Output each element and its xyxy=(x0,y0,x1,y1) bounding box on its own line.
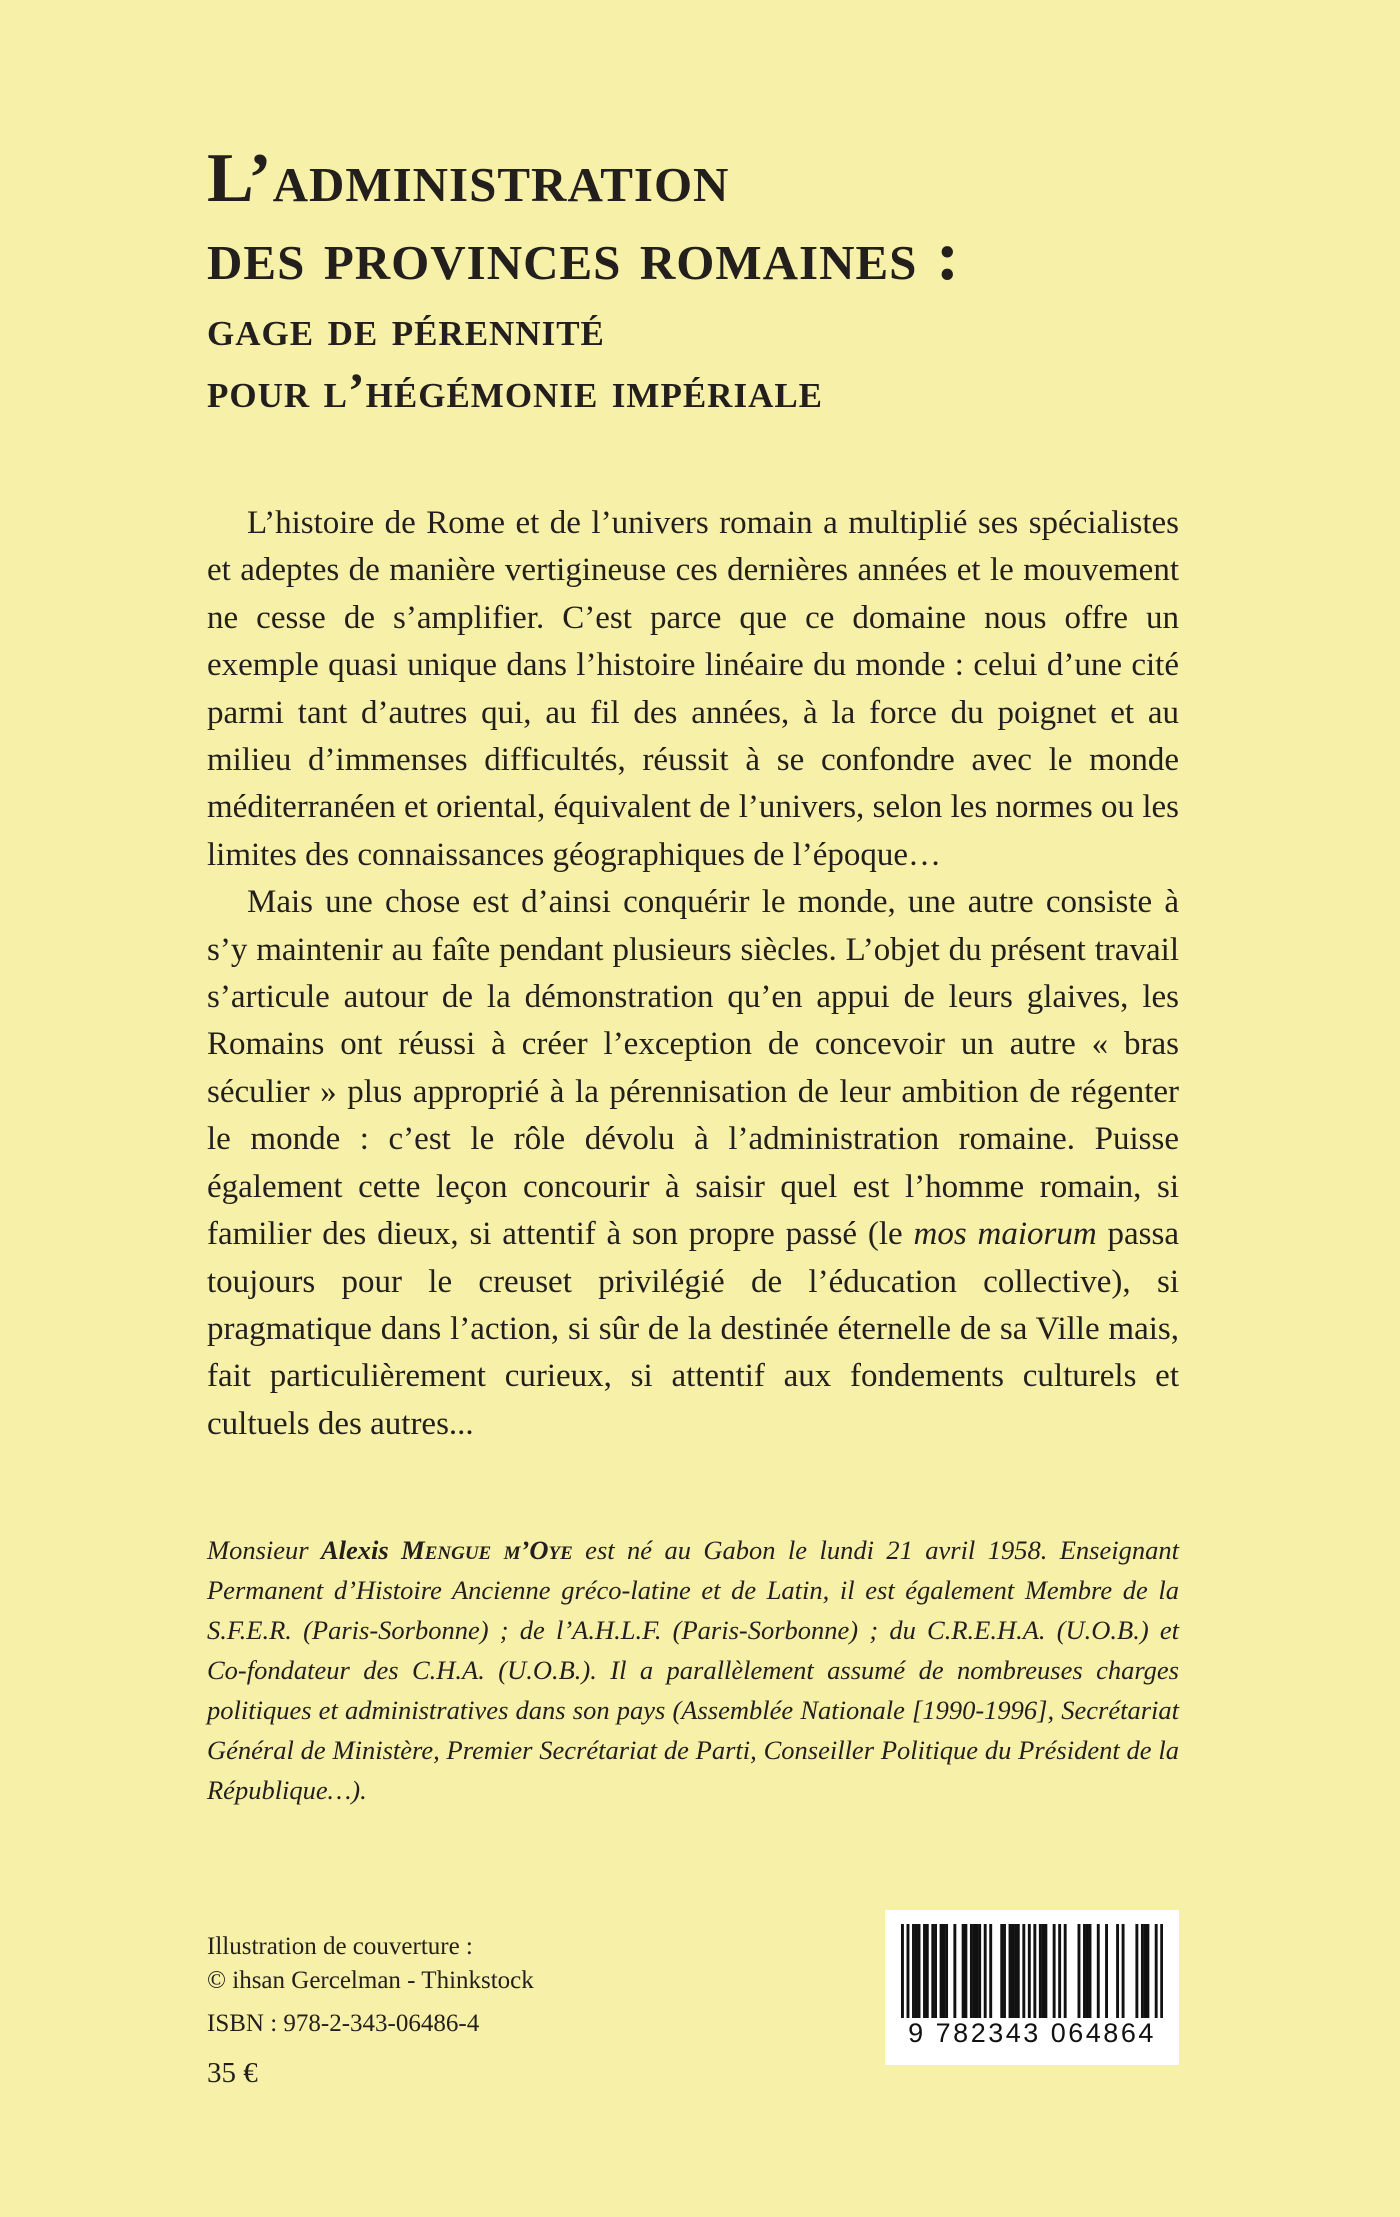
barcode-bar xyxy=(912,1924,915,2018)
barcode-bar xyxy=(931,1924,934,2018)
bio-text: est né au Gabon le lundi 21 avril 1958. Enseignant Permanent d’Histoire Ancienne gréco-latine et de Latin, il est également Membre de la S.F.E.R. (Paris-Sorbonne) ; de l’A.H.L.F. (Paris-Sorbonne) ; du C.R.E.H.A. (U.O.B.) et Co-fondateur des C.H.A. (U.O.B.). Il a parallèlement assumé de nombreuses charges politiques et administratives dans son pays (Assemblée Nationale [1990-1996], Secrétariat Général de Ministère, Premier Secrétariat de Parti, Conseiller Politique du Président de la République…). xyxy=(207,1535,1179,1805)
barcode-bar xyxy=(1155,1924,1158,2018)
barcode-bar xyxy=(1089,1924,1092,2018)
barcode-bar xyxy=(945,1924,948,2018)
author-bio xyxy=(207,1530,1179,1810)
subtitle-line-2: pour l’hégémonie impériale xyxy=(207,362,824,419)
barcode-bar xyxy=(1058,1924,1061,2018)
barcode-bar xyxy=(1039,1924,1042,2018)
barcode-bar xyxy=(1086,1924,1089,2018)
blurb xyxy=(207,500,1179,1448)
blurb-p2-italic: mos maiorum xyxy=(913,1216,1097,1253)
blurb-p2-end: passa toujours pour le creuset privilégié de l’éducation collective), si pragmatique dans l’action, si sûr de la destinée éternelle de sa Ville mais, fait particulièrement curieux, si attentif aux fondements culturels et cultuels des autres... xyxy=(207,1216,1179,1442)
barcode-bar xyxy=(953,1924,956,2018)
barcode-bar xyxy=(962,1924,965,2018)
subtitle-line-1: gage de pérennité xyxy=(207,299,605,356)
barcode-bar xyxy=(1033,1924,1036,2018)
barcode-bar xyxy=(1146,1924,1149,2018)
author-last-name: Mengue m’Oye xyxy=(401,1535,573,1565)
title-line-2: des provinces romaines : xyxy=(207,218,961,296)
book-title xyxy=(207,140,1257,422)
barcode-bar xyxy=(984,1924,987,2018)
barcode-bar xyxy=(1141,1924,1144,2018)
blurb-p2-start: Mais une chose est d’ainsi conquérir le monde, une autre consiste à s’y maintenir au faîte pendant plusieurs siècles. L’objet du présent travail s’articule autour de la démonstration qu’en appui de leurs glaives, les Romains ont réussi à créer l’exception de concevoir un autre « bras séculier » plus approprié à la pérennisation de leur ambition de régenter le monde : c’est le rôle dévolu à l’administration romaine. Puisse également cette leçon concourir à saisir quel est l’homme romain, si familier des dieux, si attentif à son propre passé (le xyxy=(207,884,1179,1253)
barcode-bar xyxy=(1097,1924,1100,2018)
barcode-bar xyxy=(934,1924,937,2018)
barcode-bar xyxy=(1053,1924,1056,2018)
barcode-bars xyxy=(901,1924,1163,2020)
barcode-bar xyxy=(1144,1924,1147,2018)
barcode-bar xyxy=(1078,1924,1081,2018)
barcode-bar xyxy=(978,1924,981,2018)
barcode-bar xyxy=(975,1924,978,2018)
credits-line-2: © ihsan Gercelman - Thinkstock xyxy=(207,1967,534,1994)
barcode-bar xyxy=(940,1924,943,2018)
barcode-bar xyxy=(1003,1924,1006,2018)
barcode-bar xyxy=(1122,1924,1125,2018)
barcode-bar xyxy=(1042,1924,1045,2018)
barcode-bar xyxy=(942,1924,945,2018)
barcode-bar xyxy=(1022,1924,1025,2018)
barcode-bar xyxy=(964,1924,967,2018)
barcode-bar xyxy=(989,1924,992,2018)
barcode-digits: 9 782343 064864 xyxy=(908,2018,1156,2048)
barcode-bar xyxy=(970,1924,973,2018)
title-line-1: L’administration xyxy=(207,140,730,217)
credits-line-1: Illustration de couverture : xyxy=(207,1933,473,1960)
barcode-bar xyxy=(926,1924,929,2018)
author-name xyxy=(321,1535,573,1565)
barcode-bar xyxy=(1000,1924,1003,2018)
barcode-bar xyxy=(901,1924,904,2018)
barcode-bar xyxy=(907,1924,910,2018)
barcode-bar xyxy=(1017,1924,1020,2018)
illustration-credits xyxy=(207,1930,707,1998)
bio-prefix: Monsieur xyxy=(207,1535,321,1565)
price: 35 € xyxy=(207,2057,258,2089)
barcode-bar xyxy=(1083,1924,1086,2018)
barcode-bar xyxy=(923,1924,926,2018)
barcode xyxy=(885,1910,1179,2065)
barcode-bar xyxy=(918,1924,921,2018)
barcode-bar xyxy=(1011,1924,1014,2018)
author-first-name: Alexis xyxy=(321,1535,402,1565)
barcode-bar xyxy=(1028,1924,1031,2018)
barcode-bar xyxy=(1009,1924,1012,2018)
barcode-bar xyxy=(1135,1924,1138,2018)
barcode-bar xyxy=(1014,1924,1017,2018)
barcode-bar xyxy=(1116,1924,1119,2018)
blurb-paragraph-1: L’histoire de Rome et de l’univers romain a multiplié ses spécialistes et adeptes de manière vertigineuse ces dernières années et le mouvement ne cesse de s’amplifier. C’est parce que ce domaine nous offre un exemple quasi unique dans l’histoire linéaire du monde : celui d’une cité parmi tant d’autres qui, au fil des années, à la force du poignet et au milieu d’immenses difficultés, réussit à se confondre avec le monde méditerranéen et oriental, équivalent de l’univers, selon les normes ou les limites des connaissances géographiques de l’époque… xyxy=(207,505,1179,873)
barcode-bar xyxy=(1044,1924,1047,2018)
isbn: ISBN : 978-2-343-06486-4 xyxy=(207,2010,480,2037)
barcode-bar xyxy=(915,1924,918,2018)
barcode-bar xyxy=(1064,1924,1067,2018)
blurb-paragraph-2 xyxy=(207,879,1179,1448)
barcode-bar xyxy=(973,1924,976,2018)
barcode-bar xyxy=(1160,1924,1163,2018)
barcode-bar xyxy=(1105,1924,1108,2018)
